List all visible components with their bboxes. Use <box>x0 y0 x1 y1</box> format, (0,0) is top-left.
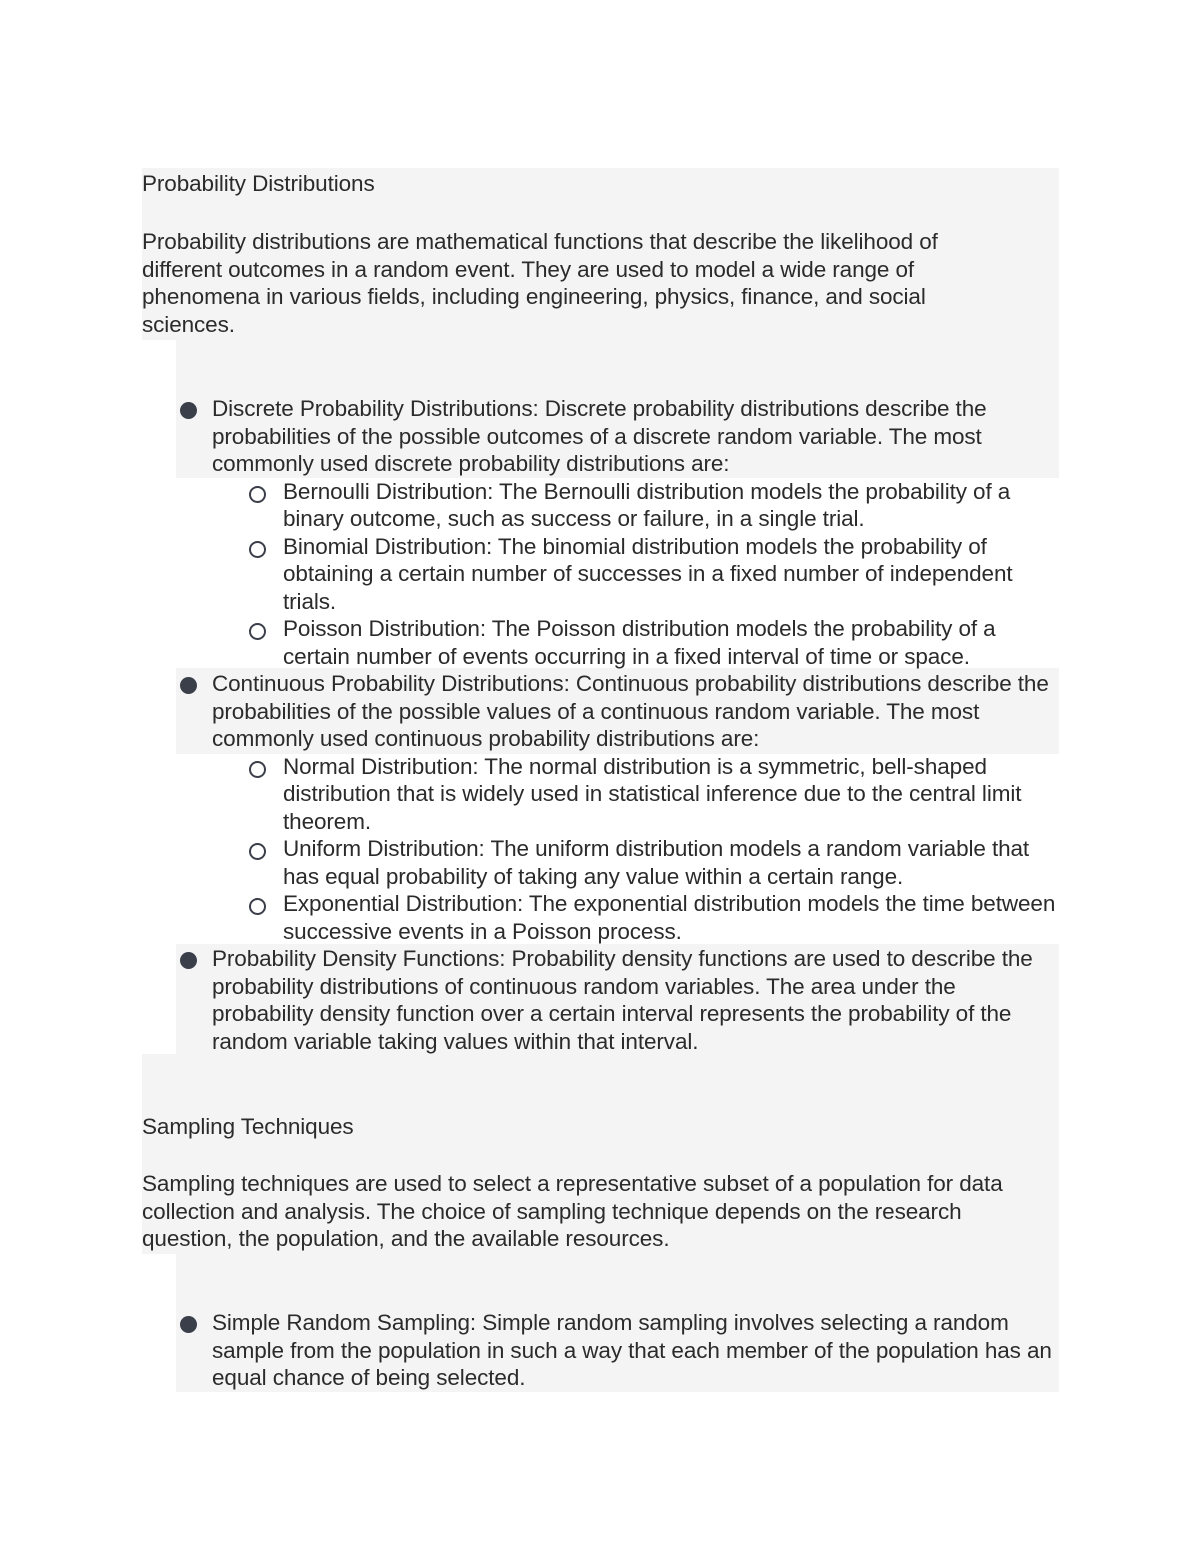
sub-list-item-text: Uniform Distribution: The uniform distribution models a random variable that has equal probability of taking any value within a certain range. <box>283 836 1030 889</box>
sub-list-item-text: Normal Distribution: The normal distribution is a symmetric, bell-shaped distribution that is widely used in statistical inference due to the central limit theorem. <box>283 753 1022 834</box>
bullet-dot-icon <box>180 402 197 419</box>
sub-list-item <box>142 753 1062 836</box>
section-heading-sampling-techniques: Sampling Techniques <box>142 1114 354 1139</box>
sub-list-item-text: Poisson Distribution: The Poisson distribution models the probability of a certain number of events occurring in a fixed interval of time or space. <box>283 616 996 669</box>
bullet-dot-icon <box>180 677 197 694</box>
bullet-dot-icon <box>180 952 197 969</box>
list-item <box>142 945 1062 1055</box>
probability-bullet-list <box>142 395 1062 1055</box>
list-item-text: Discrete Probability Distributions: Discrete probability distributions describe the probabilities of the possible outcomes of a discrete random variable. The most commonly used discrete probability distributions are: <box>212 396 987 476</box>
list-item-text: Continuous Probability Distributions: Continuous probability distributions describe the probabilities of the possible values of a continuous random variable. The most commonly used continuous probability distributions are: <box>212 671 1049 751</box>
sub-list-item <box>142 533 1062 616</box>
intro-paragraph-probability: Probability distributions are mathematical functions that describe the likelihood of different outcomes in a random event. They are used to model a wide range of phenomena in various fields, including engineering, physics, finance, and social sciences. <box>142 229 938 337</box>
sub-list-item <box>142 835 1062 890</box>
bullet-circle-icon <box>249 761 266 778</box>
bullet-circle-icon <box>249 898 266 915</box>
bullet-circle-icon <box>249 843 266 860</box>
list-item-text: Simple Random Sampling: Simple random sampling involves selecting a random sample from the population in such a way that each member of the population has an equal chance of being selected. <box>212 1310 1052 1390</box>
bullet-circle-icon <box>249 623 266 640</box>
intro-paragraph-sampling: Sampling techniques are used to select a representative subset of a population for data collection and analysis. The choice of sampling technique depends on the research question, the population, and the available resources. <box>142 1171 1003 1251</box>
list-item <box>142 1309 1062 1392</box>
list-item-text: Probability Density Functions: Probability density functions are used to describe the probability distributions of continuous random variables. The area under the probability density function over a certain interval represents the probability of the random variable taking values within that interval. <box>212 946 1033 1054</box>
list-item <box>142 670 1062 753</box>
bullet-circle-icon <box>249 486 266 503</box>
sub-list-item <box>142 890 1062 945</box>
bullet-circle-icon <box>249 541 266 558</box>
list-item <box>142 395 1062 478</box>
sub-list-item <box>142 615 1062 670</box>
sub-list-item <box>142 478 1062 533</box>
sub-list-item-text: Binomial Distribution: The binomial distribution models the probability of obtaining a certain number of successes in a fixed number of independent trials. <box>283 533 1013 614</box>
sub-list-item-text: Exponential Distribution: The exponential distribution models the time between successive events in a Poisson process. <box>283 891 1056 944</box>
sampling-bullet-list <box>142 1309 1062 1392</box>
bullet-dot-icon <box>180 1316 197 1333</box>
sub-list-item-text: Bernoulli Distribution: The Bernoulli distribution models the probability of a binary outcome, such as success or failure, in a single trial. <box>283 478 1011 531</box>
section-heading-probability-distributions: Probability Distributions <box>142 171 375 196</box>
